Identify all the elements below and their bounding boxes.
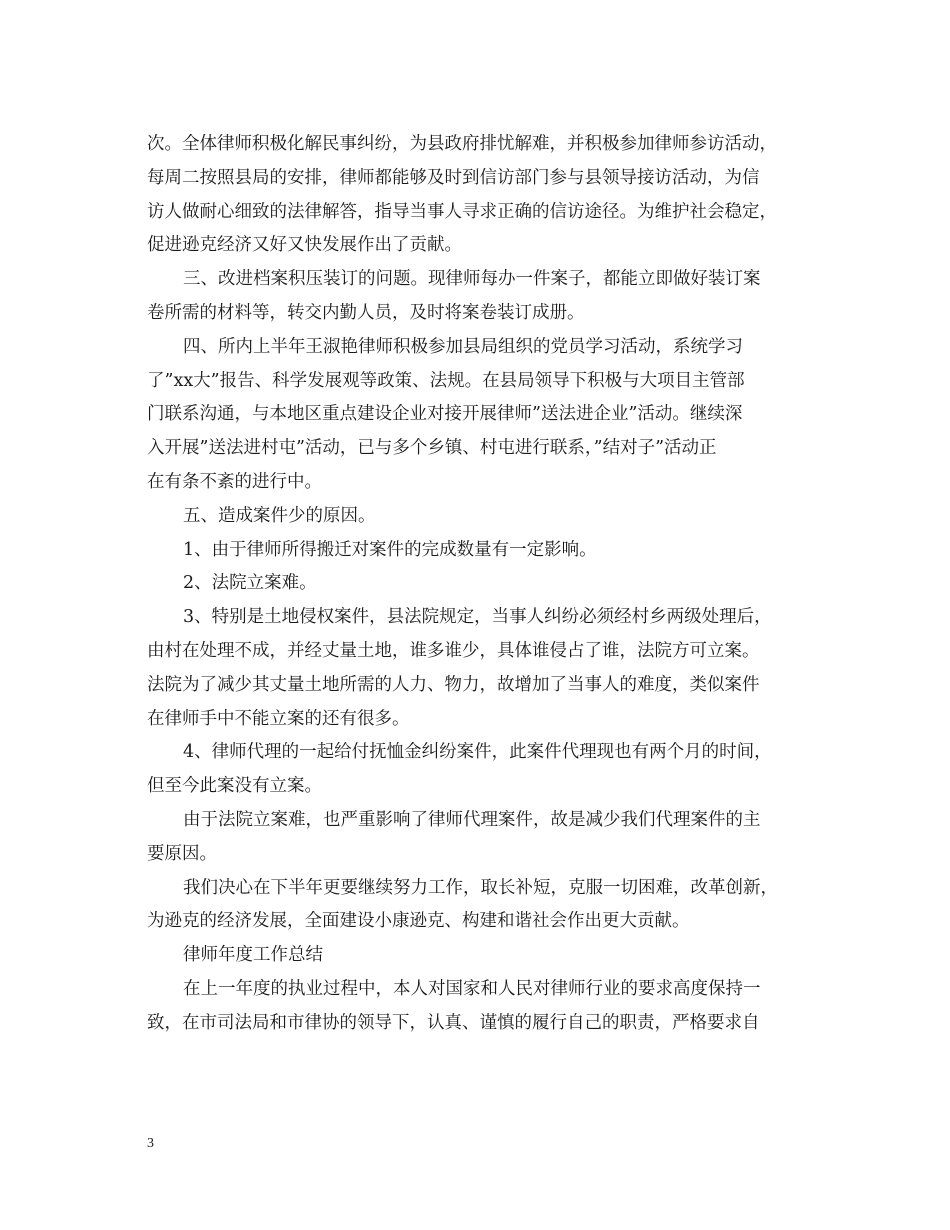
text-line: 要原因。 [147, 843, 217, 864]
page-number: 3 [147, 1136, 154, 1151]
text-line: 四、所内上半年王淑艳律师积极参加县局组织的党员学习活动，系统学习 [183, 336, 743, 357]
text-line: 我们决心在下半年更要继续努力工作，取长补短，克服一切困难，改革创新， [183, 877, 778, 898]
text-line: 了”xx大”报告、科学发展观等政策、法规。在县局领导下积极与大项目主管部 [147, 370, 745, 391]
text-line: 由于法院立案难，也严重影响了律师代理案件，故是减少我们代理案件的主 [183, 809, 761, 830]
text-line: 但至今此案没有立案。 [147, 776, 322, 797]
text-line: 3、特别是土地侵权案件，县法院规定，当事人纠纷必须经村乡两级处理后， [183, 607, 772, 628]
text-line: 4、律师代理的一起给付抚恤金纠纷案件，此案件代理现也有两个月的时间， [183, 742, 772, 763]
text-line: 法院为了减少其丈量土地所需的人力、物力，故增加了当事人的难度，类似案件 [147, 674, 760, 695]
text-line: 为逊克的经济发展，全面建设小康逊克、构建和谐社会作出更大贡献。 [147, 911, 690, 932]
text-line: 三、改进档案积压装订的问题。现律师每办一件案子，都能立即做好装订案 [183, 269, 761, 290]
document-body [147, 128, 807, 1041]
text-line: 2、法院立案难。 [183, 573, 317, 594]
text-line: 五、造成案件少的原因。 [183, 505, 376, 526]
text-line: 1、由于律师所得搬迁对案件的完成数量有一定影响。 [183, 539, 597, 560]
text-line: 访人做耐心细致的法律解答，指导当事人寻求正确的信访途径。为维护社会稳定， [147, 201, 777, 222]
section-heading: 律师年度工作总结 [183, 945, 323, 966]
text-line: 由村在处理不成，并经丈量土地，谁多谁少，具体谁侵占了谁，法院方可立案。 [147, 640, 760, 661]
text-line: 入开展”送法进村屯”活动，已与多个乡镇、村屯进行联系，”结对子”活动正 [147, 438, 717, 459]
text-line: 在律师手中不能立案的还有很多。 [147, 708, 410, 729]
text-line: 在上一年度的执业过程中，本人对国家和人民对律师行业的要求高度保持一 [183, 978, 761, 999]
text-line: 促进逊克经济又好又快发展作出了贡献。 [147, 235, 462, 256]
text-line: 门联系沟通，与本地区重点建设企业对接开展律师”送法进企业”活动。继续深 [147, 404, 743, 425]
text-line: 次。全体律师积极化解民事纠纷，为县政府排忧解难，并积极参加律师参访活动， [147, 134, 777, 154]
text-line: 每周二按照县局的安排，律师都能够及时到信访部门参与县领导接访活动，为信 [147, 167, 760, 188]
text-line: 卷所需的材料等，转交内勤人员，及时将案卷装订成册。 [147, 302, 585, 323]
text-line: 在有条不紊的进行中。 [147, 471, 322, 492]
text-line: 致，在市司法局和市律协的领导下，认真、谨慎的履行自己的职责，严格要求自 [147, 1012, 760, 1033]
